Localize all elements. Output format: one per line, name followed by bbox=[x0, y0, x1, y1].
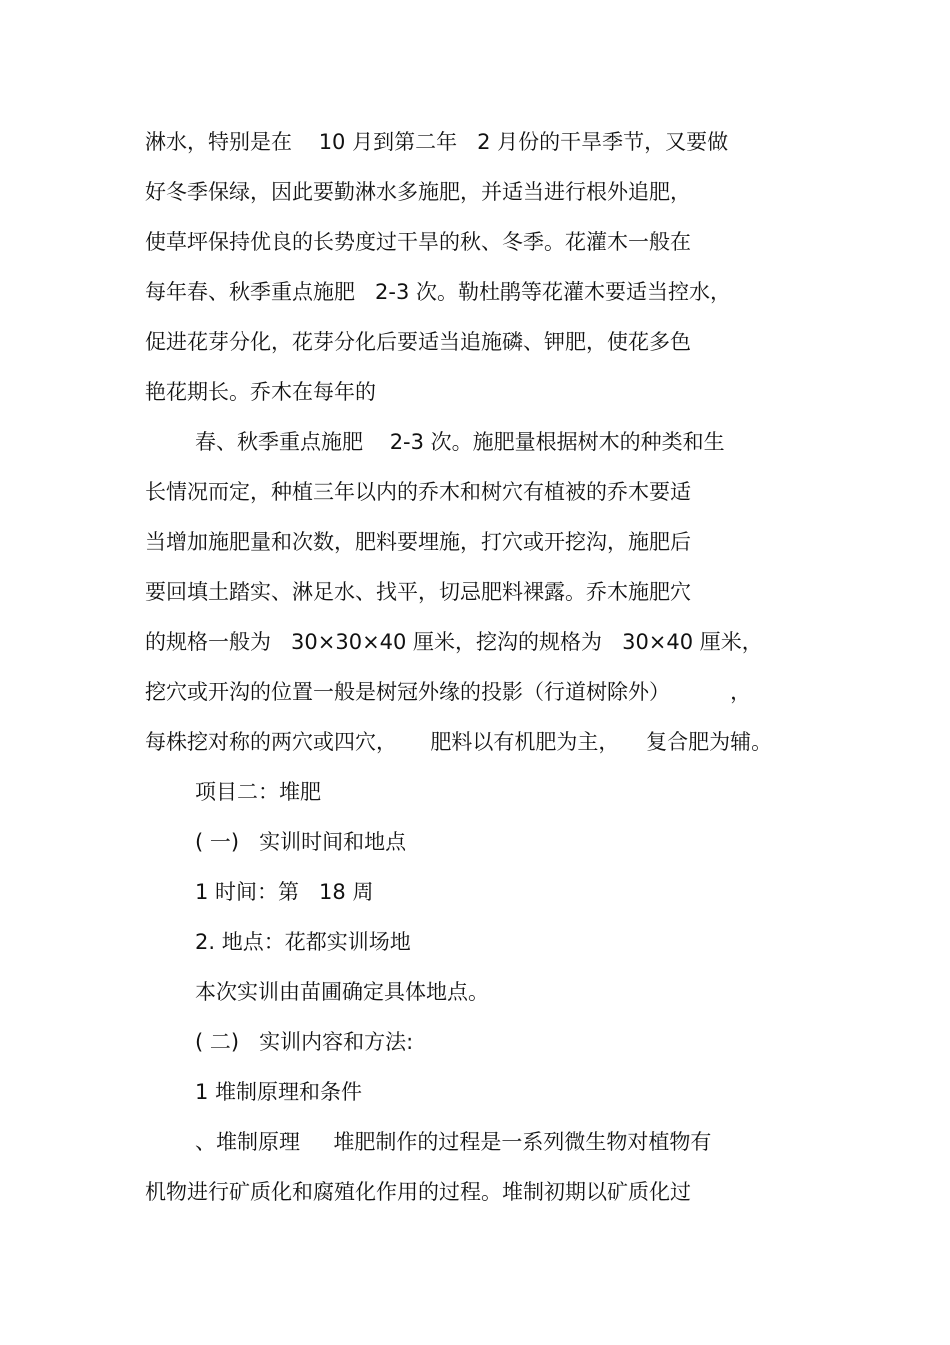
text-line: 促进花芽分化，花芽分化后要适当追施磷、钾肥，使花多色 bbox=[145, 330, 691, 354]
text-line: 使草坪保持优良的长势度过干旱的秋、冬季。花灌木一般在 bbox=[145, 230, 691, 254]
text-line: 好冬季保绿，因此要勤淋水多施肥，并适当进行根外追肥， bbox=[145, 180, 691, 204]
text-line: 淋水，特别是在 10 月到第二年 2 月份的干旱季节，又要做 bbox=[145, 130, 729, 154]
subsection-heading: ( 二) 实训内容和方法: bbox=[195, 1030, 414, 1054]
text-line: 、堆制原理 堆肥制作的过程是一系列微生物对植物有 bbox=[195, 1130, 712, 1154]
text-line: 长情况而定，种植三年以内的乔木和树穴有植被的乔木要适 bbox=[145, 480, 691, 504]
text-line: 本次实训由苗圃确定具体地点。 bbox=[195, 980, 489, 1004]
text-line: 的规格一般为 30×30×40 厘米，挖沟的规格为 30×40 厘米， bbox=[145, 630, 763, 654]
text-line: 挖穴或开沟的位置一般是树冠外缘的投影（行道树除外） ， bbox=[145, 680, 752, 704]
text-line: 机物进行矿质化和腐殖化作用的过程。堆制初期以矿质化过 bbox=[145, 1180, 691, 1204]
text-line: 当增加施肥量和次数，肥料要埋施，打穴或开挖沟，施肥后 bbox=[145, 530, 691, 554]
text-line: 每年春、秋季重点施肥 2-3 次。勒杜鹃等花灌木要适当控水， bbox=[145, 280, 731, 304]
text-line: 艳花期长。乔木在每年的 bbox=[145, 380, 376, 404]
text-line: 要回填土踏实、淋足水、找平，切忌肥料裸露。乔木施肥穴 bbox=[145, 580, 691, 604]
subsection-heading: ( 一) 实训时间和地点 bbox=[195, 830, 407, 854]
text-line: 每株挖对称的两穴或四穴， 肥料以有机肥为主， 复合肥为辅。 bbox=[145, 730, 773, 754]
text-line: 春、秋季重点施肥 2-3 次。施肥量根据树木的种类和生 bbox=[195, 430, 725, 454]
list-item: 1 时间：第 18 周 bbox=[195, 880, 374, 904]
section-heading: 项目二：堆肥 bbox=[195, 780, 321, 804]
list-item: 1 堆制原理和条件 bbox=[195, 1080, 363, 1104]
list-item: 2. 地点：花都实训场地 bbox=[195, 930, 411, 954]
